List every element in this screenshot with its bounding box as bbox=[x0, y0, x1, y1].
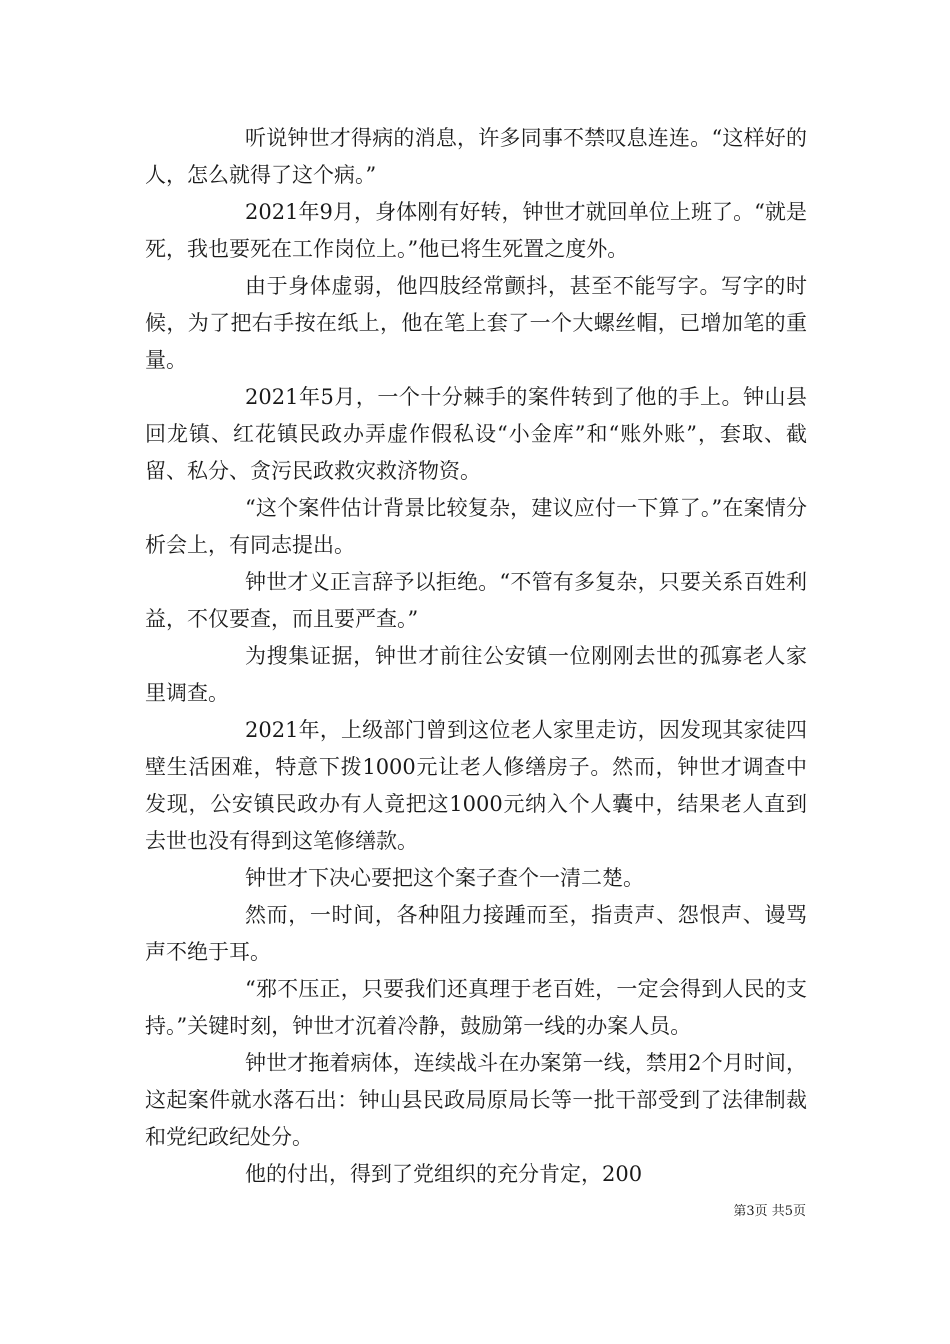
document-body bbox=[145, 120, 807, 1193]
paragraph-11: “邪不压正，只要我们还真理于老百姓，一定会得到人民的支持。”关键时刻，钟世才沉着冷静，鼓励第一线的办案人员。 bbox=[145, 977, 807, 1038]
paragraph-3: 由于身体虚弱，他四肢经常颤抖，甚至不能写字。写字的时候，为了把右手按在纸上，他在笔上套了一个大螺丝帽，已增加笔的重量。 bbox=[145, 274, 807, 372]
paragraph-5: “这个案件估计背景比较复杂，建议应付一下算了。”在案情分析会上，有同志提出。 bbox=[145, 496, 807, 557]
paragraph-2: 2021年9月，身体刚有好转，钟世才就回单位上班了。“就是死，我也要死在工作岗位上。”他已将生死置之度外。 bbox=[145, 200, 807, 261]
paragraph-9: 钟世才下决心要把这个案子查个一清二楚。 bbox=[245, 866, 644, 890]
paragraph-12: 钟世才拖着病体，连续战斗在办案第一线，禁用2个月时间，这起案件就水落石出：钟山县民政局原局长等一批干部受到了法律制裁和党纪政纪处分。 bbox=[145, 1051, 807, 1149]
paragraph-8: 2021年，上级部门曾到这位老人家里走访，因发现其家徒四壁生活困难，特意下拨1000元让老人修缮房子。然而，钟世才调查中发现，公安镇民政办有人竟把这1000元纳入个人囊中，结果老人直到去世也没有得到这笔修缮款。 bbox=[145, 718, 807, 853]
paragraph-10: 然而，一时间，各种阻力接踵而至，指责声、怨恨声、谩骂声不绝于耳。 bbox=[145, 903, 807, 964]
paragraph-1: 听说钟世才得病的消息，许多同事不禁叹息连连。“这样好的人，怎么就得了这个病。” bbox=[145, 126, 807, 187]
page-number-footer: 第3页 共5页 bbox=[733, 1204, 806, 1219]
paragraph-13: 他的付出，得到了党组织的充分肯定，200 bbox=[245, 1162, 643, 1186]
paragraph-4: 2021年5月，一个十分棘手的案件转到了他的手上。钟山县回龙镇、红花镇民政办弄虚作假私设“小金库”和“账外账”，套取、截留、私分、贪污民政救灾救济物资。 bbox=[145, 385, 807, 483]
paragraph-6: 钟世才义正言辞予以拒绝。“不管有多复杂，只要关系百姓利益，不仅要查，而且要严查。” bbox=[145, 570, 807, 631]
paragraph-7: 为搜集证据，钟世才前往公安镇一位刚刚去世的孤寡老人家里调查。 bbox=[145, 644, 807, 705]
